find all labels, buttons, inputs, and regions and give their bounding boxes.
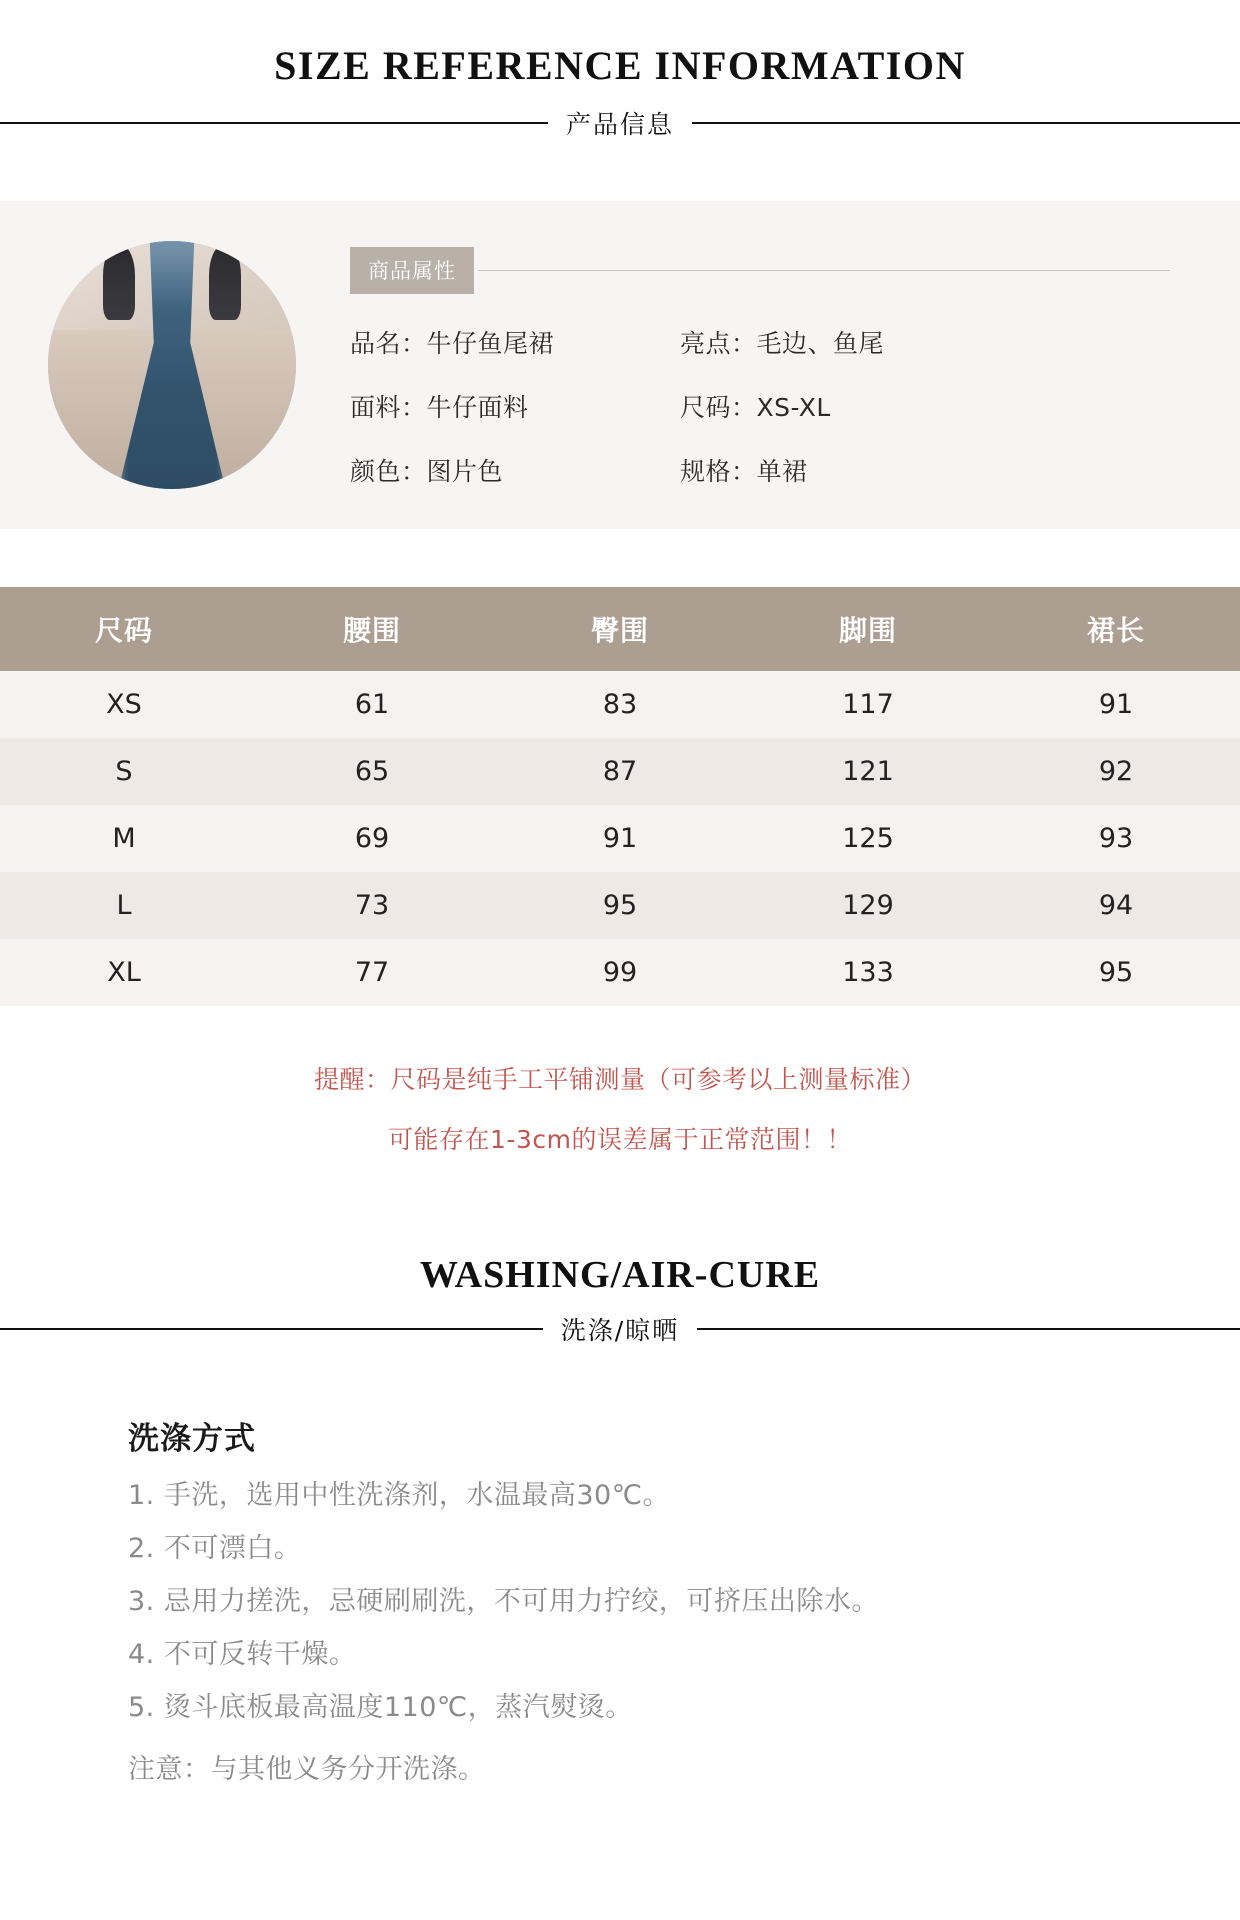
photo-arm-left bbox=[103, 246, 135, 320]
cell-waist: 73 bbox=[354, 890, 390, 921]
page-header bbox=[0, 0, 1240, 141]
cell-length: 95 bbox=[1098, 957, 1134, 988]
table-row bbox=[0, 872, 1240, 939]
attribute-spec-value: 单裙 bbox=[756, 457, 808, 486]
size-table-header-row bbox=[0, 587, 1240, 671]
measurement-note-line-1: 提醒：尺码是纯手工平铺测量（可参考以上测量标准） bbox=[313, 1065, 926, 1094]
cell-hem: 117 bbox=[842, 689, 894, 720]
washing-header bbox=[0, 1253, 1240, 1347]
washing-subtitle-row bbox=[0, 1311, 1240, 1347]
size-table-header-hip: 臀围 bbox=[496, 587, 744, 671]
washing-instructions-heading: 洗涤方式 bbox=[128, 1421, 256, 1457]
attribute-color bbox=[350, 452, 680, 488]
cell-length: 93 bbox=[1098, 823, 1134, 854]
header-rule-left bbox=[0, 122, 548, 124]
washing-title: WASHING/AIR-CURE bbox=[419, 1254, 821, 1296]
cell-size: S bbox=[115, 756, 133, 787]
table-row bbox=[0, 805, 1240, 872]
attribute-highlight bbox=[680, 324, 1170, 360]
page-subtitle-row bbox=[0, 105, 1240, 141]
table-row bbox=[0, 738, 1240, 805]
washing-rule-left bbox=[0, 1328, 543, 1330]
header-rule-right bbox=[692, 122, 1240, 124]
attribute-spec bbox=[680, 452, 1170, 488]
list-item: 4. 不可反转干燥。 bbox=[128, 1639, 357, 1671]
washing-subtitle: 洗涤/晾晒 bbox=[560, 1316, 680, 1345]
cell-waist: 69 bbox=[354, 823, 390, 854]
cell-length: 94 bbox=[1098, 890, 1134, 921]
list-item: 2. 不可漂白。 bbox=[128, 1533, 302, 1565]
size-table-header-size: 尺码 bbox=[0, 587, 248, 671]
list-item: 1. 手洗，选用中性洗涤剂，水温最高30℃。 bbox=[128, 1480, 671, 1511]
attribute-highlight-key: 亮点： bbox=[680, 329, 757, 358]
list-item: 5. 烫斗底板最高温度110℃，蒸汽熨烫。 bbox=[128, 1692, 633, 1724]
measurement-note-line-2: 可能存在1-3cm的误差属于正常范围！！ bbox=[388, 1124, 852, 1154]
attribute-name-value: 牛仔鱼尾裙 bbox=[426, 329, 555, 358]
cell-waist: 77 bbox=[354, 957, 390, 988]
cell-size: L bbox=[116, 890, 132, 921]
cell-length: 91 bbox=[1098, 689, 1134, 720]
attribute-name bbox=[350, 324, 680, 360]
product-attributes-content bbox=[296, 235, 1240, 488]
attribute-color-key: 颜色： bbox=[350, 457, 427, 486]
cell-hem: 129 bbox=[842, 890, 894, 921]
attribute-size-range bbox=[680, 388, 1170, 424]
cell-size: XL bbox=[107, 957, 141, 988]
attributes-tag-label: 商品属性 bbox=[350, 247, 474, 294]
cell-hip: 83 bbox=[602, 689, 638, 720]
page-subtitle: 产品信息 bbox=[566, 110, 675, 139]
table-row bbox=[0, 939, 1240, 1006]
size-table-head bbox=[0, 587, 1240, 671]
washing-rule-right bbox=[697, 1328, 1240, 1330]
cell-hem: 133 bbox=[842, 957, 894, 988]
attribute-highlight-value: 毛边、鱼尾 bbox=[756, 329, 885, 358]
cell-waist: 65 bbox=[354, 756, 390, 787]
cell-waist: 61 bbox=[354, 689, 390, 720]
photo-arm-right bbox=[209, 246, 241, 320]
attribute-color-value: 图片色 bbox=[426, 457, 504, 486]
size-table-header-hem: 脚围 bbox=[744, 587, 992, 671]
attribute-fabric bbox=[350, 388, 680, 424]
cell-hem: 121 bbox=[842, 756, 894, 787]
list-item: 3. 忌用力搓洗，忌硬刷刷洗，不可用力拧绞，可挤压出除水。 bbox=[128, 1586, 879, 1618]
cell-length: 92 bbox=[1098, 756, 1134, 787]
cell-hip: 99 bbox=[602, 957, 638, 988]
cell-hip: 87 bbox=[602, 756, 638, 787]
attribute-name-key: 品名： bbox=[350, 329, 427, 358]
table-row bbox=[0, 671, 1240, 738]
attribute-size-range-key: 尺码： bbox=[680, 393, 757, 422]
page-title: SIZE REFERENCE INFORMATION bbox=[274, 43, 966, 88]
attribute-spec-key: 规格： bbox=[680, 457, 757, 486]
cell-hip: 95 bbox=[602, 890, 638, 921]
attributes-tag-row bbox=[350, 247, 1170, 294]
cell-size: M bbox=[112, 823, 136, 854]
cell-size: XS bbox=[106, 689, 142, 720]
washing-instructions bbox=[0, 1413, 1240, 1786]
washing-note: 注意：与其他义务分开洗涤。 bbox=[128, 1754, 486, 1786]
attribute-fabric-key: 面料： bbox=[350, 393, 427, 422]
size-table-body bbox=[0, 671, 1240, 1006]
attribute-size-range-value: XS-XL bbox=[756, 393, 831, 422]
measurement-notes bbox=[0, 1066, 1240, 1153]
product-attributes-panel bbox=[0, 201, 1240, 529]
size-table-header-waist: 腰围 bbox=[248, 587, 496, 671]
attributes-grid bbox=[350, 324, 1170, 488]
cell-hem: 125 bbox=[842, 823, 894, 854]
attribute-fabric-value: 牛仔面料 bbox=[426, 393, 529, 422]
size-table bbox=[0, 587, 1240, 1006]
product-photo bbox=[48, 241, 296, 489]
size-table-header-length: 裙长 bbox=[992, 587, 1240, 671]
cell-hip: 91 bbox=[602, 823, 638, 854]
attributes-tag-rule bbox=[478, 270, 1170, 271]
